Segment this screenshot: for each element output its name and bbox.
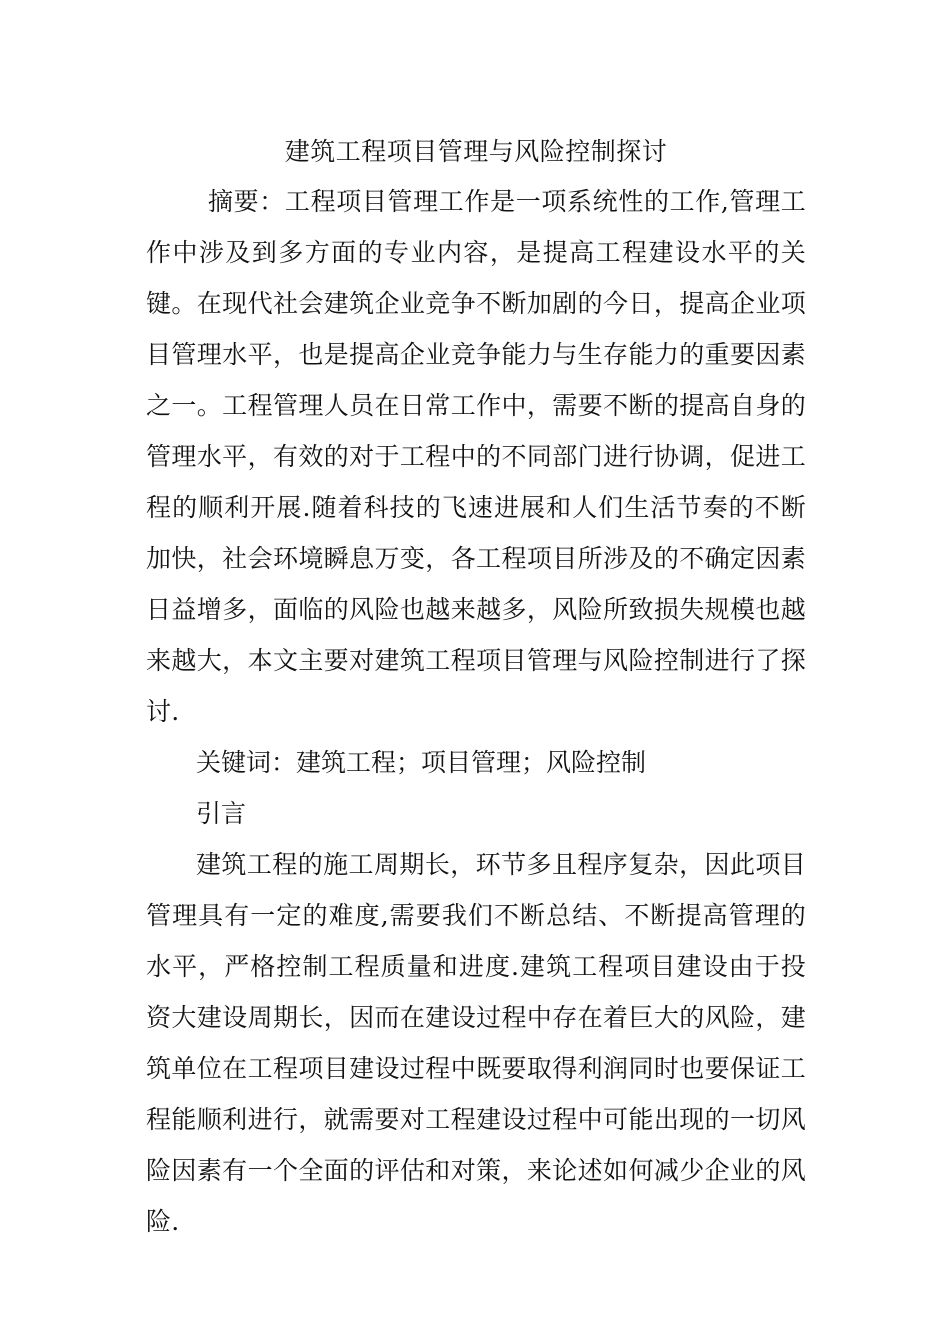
abstract-paragraph: 摘要：工程项目管理工作是一项系统性的工作,管理工作中涉及到多方面的专业内容，是提高工程建设水平的关键。在现代社会建筑企业竞争不断加剧的今日，提高企业项目管理水平，也是提高企业竞争能力与生存能力的重要因素之一。工程管理人员在日常工作中，需要不断的提高自身的管理水平，有效的对于工程中的不同部门进行协调，促进工程的顺利开展.随着科技的飞速进展和人们生活节奏的不断加快，社会环境瞬息万变，各工程项目所涉及的不确定因素日益增多，面临的风险也越来越多，风险所致损失规模也越来越大，本文主要对建筑工程项目管理与风险控制进行了探讨. — [146, 187, 806, 726]
document-title: 建筑工程项目管理与风险控制探讨 — [284, 137, 668, 166]
document-body — [146, 128, 806, 1247]
intro-heading: 引言 — [196, 799, 247, 828]
keywords-line: 关键词：建筑工程；项目管理；风险控制 — [196, 748, 647, 777]
intro-paragraph: 建筑工程的施工周期长，环节多且程序复杂，因此项目管理具有一定的难度,需要我们不断总结、不断提高管理的水平，严格控制工程质量和进度.建筑工程项目建设由于投资大建设周期长，因而在建设过程中存在着巨大的风险，建筑单位在工程项目建设过程中既要取得利润同时也要保证工程能顺利进行，就需要对工程建设过程中可能出现的一切风险因素有一个全面的评估和对策，来论述如何减少企业的风险. — [146, 850, 806, 1236]
